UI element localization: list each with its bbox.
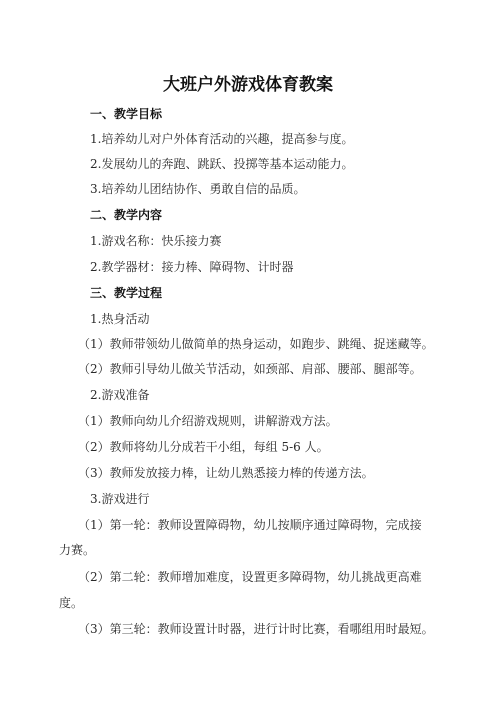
play-item-2-line1: （2）第二轮：教师增加难度，设置更多障碍物，幼儿挑战更高难	[78, 570, 422, 584]
subsection-title-warmup: 1.热身活动	[90, 312, 150, 326]
goal-item: 1.培养幼儿对户外体育活动的兴趣，提高参与度。	[90, 132, 354, 146]
prep-item: （2）教师将幼儿分成若干小组，每组 5-6 人。	[78, 440, 329, 454]
goal-item: 3.培养幼儿团结协作、勇敢自信的品质。	[90, 182, 306, 196]
warmup-item: （2）教师引导幼儿做关节活动，如颈部、肩部、腰部、腿部等。	[78, 362, 422, 376]
content-item: 1.游戏名称：快乐接力赛	[90, 234, 222, 248]
section-heading-content: 二、教学内容	[90, 208, 163, 222]
goal-item: 2.发展幼儿的奔跑、跳跃、投掷等基本运动能力。	[90, 157, 354, 171]
subsection-title-prep: 2.游戏准备	[90, 388, 150, 402]
document-title: 大班户外游戏体育教案	[163, 75, 333, 95]
prep-item: （1）教师向幼儿介绍游戏规则，讲解游戏方法。	[78, 414, 338, 428]
play-item-2-line2: 度。	[59, 596, 84, 610]
subsection-title-play: 3.游戏进行	[90, 492, 150, 506]
prep-item: （3）教师发放接力棒，让幼儿熟悉接力棒的传递方法。	[78, 466, 374, 480]
warmup-item: （1）教师带领幼儿做简单的热身运动，如跑步、跳绳、捉迷藏等。	[78, 337, 434, 351]
play-item-1-line2: 力赛。	[59, 543, 96, 557]
section-heading-goals: 一、教学目标	[90, 107, 163, 121]
play-item-3: （3）第三轮：教师设置计时器，进行计时比赛，看哪组用时最短。	[78, 622, 434, 636]
content-item: 2.教学器材：接力棒、障碍物、计时器	[90, 260, 294, 274]
section-heading-process: 三、教学过程	[90, 286, 163, 300]
play-item-1-line1: （1）第一轮：教师设置障碍物，幼儿按顺序通过障碍物，完成接	[78, 518, 422, 532]
